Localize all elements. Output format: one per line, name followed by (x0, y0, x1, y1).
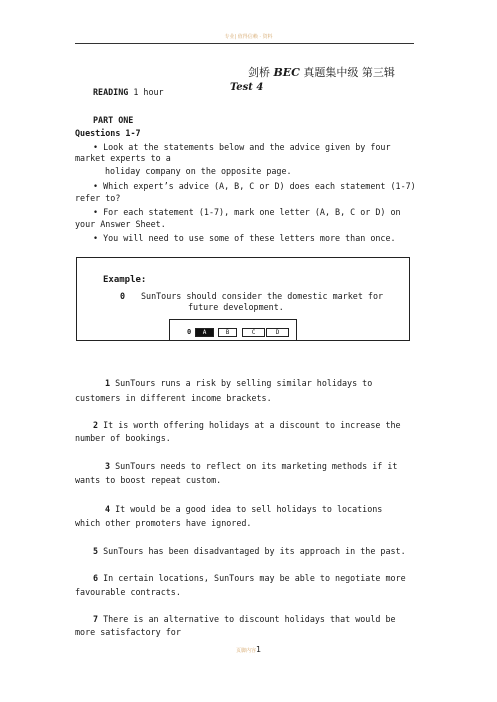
statement-number: 7 (93, 614, 99, 624)
statement-2-cont: number of bookings. (75, 433, 171, 443)
statement-1 (105, 378, 372, 389)
instruction-line: refer to? (75, 193, 121, 203)
statement-number: 5 (93, 546, 99, 556)
reading-label: READING (93, 87, 129, 97)
instruction-line: • Look at the statements below and the advice given by four (93, 142, 391, 152)
statement-number: 2 (93, 420, 99, 430)
example-label: Example: (103, 275, 147, 285)
page-footer (0, 645, 497, 655)
header-rule (75, 43, 414, 44)
statement-text: It would be a good idea to sell holidays to locations (115, 504, 383, 514)
statement-number: 3 (105, 461, 111, 471)
statement-text: SunTours has been disadvantaged by its approach in the past. (103, 546, 406, 556)
example-text: SunTours should consider the domestic market for (141, 291, 384, 301)
option-d: D (266, 328, 289, 337)
statement-text: SunTours needs to reflect on its marketing methods if it (115, 461, 398, 471)
statement-7 (93, 614, 396, 625)
answer-row-label: 0 (187, 328, 192, 336)
statement-7-cont: more satisfactory for (75, 627, 181, 637)
questions-heading: Questions 1-7 (75, 128, 141, 138)
statement-text: In certain locations, SunTours may be able to negotiate more (103, 573, 406, 583)
statement-6 (93, 573, 406, 584)
option-c: C (242, 328, 265, 337)
statement-number: 6 (93, 573, 99, 583)
statement-4-cont: which other promoters have ignored. (75, 518, 252, 528)
page-number: 1 (255, 645, 262, 654)
option-a-selected: A (195, 328, 214, 337)
instruction-line: holiday company on the opposite page. (105, 166, 292, 176)
instruction-line: your Answer Sheet. (75, 219, 166, 229)
statement-4 (105, 504, 382, 515)
part-heading: PART ONE (93, 115, 134, 125)
option-b: B (218, 328, 237, 337)
statement-text: It is worth offering holidays at a discount to increase the (103, 420, 401, 430)
statement-5 (93, 546, 406, 557)
document-title (248, 66, 395, 80)
reading-line (93, 87, 164, 98)
instruction-line: • For each statement (1-7), mark one letter (A, B, C or D) on (93, 207, 401, 217)
statement-1-cont: customers in different income brackets. (75, 393, 272, 403)
instruction-line: market experts to a (75, 153, 171, 163)
statement-text: There is an alternative to discount holidays that would be (103, 614, 396, 624)
example-text: future development. (188, 302, 284, 312)
title-rest: 真题集中级 第三辑 (299, 66, 395, 79)
statement-3-cont: wants to boost repeat custom. (75, 475, 222, 485)
header-note: 专业| 值得信赖 · 资料 (224, 34, 273, 40)
example-number: 0 (120, 291, 126, 301)
title-prefix: 剑桥 (248, 66, 274, 79)
statement-6-cont: favourable contracts. (75, 587, 181, 597)
title-emph: BEC (273, 66, 300, 79)
statement-number: 4 (105, 504, 111, 514)
statement-3 (105, 461, 397, 472)
statement-text: SunTours runs a risk by selling similar holidays to (115, 378, 373, 388)
test-label: Test 4 (230, 82, 264, 93)
instruction-line: • Which expert’s advice (A, B, C or D) does each statement (1-7) (93, 181, 416, 191)
instruction-line: • You will need to use some of these letters more than once. (93, 233, 396, 243)
statement-number: 1 (105, 378, 111, 388)
statement-2 (93, 420, 401, 431)
reading-time: 1 hour (133, 87, 164, 97)
footer-label: 页脚内容 (235, 648, 256, 654)
